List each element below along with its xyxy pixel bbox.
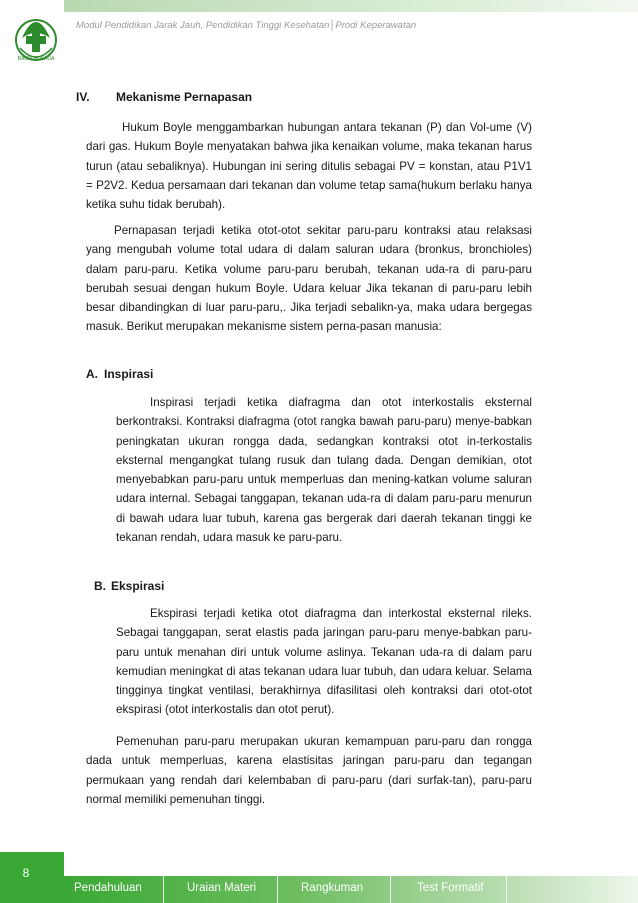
running-header: Modul Pendidikan Jarak Jauh, Pendidikan Tinggi Kesehatan│Prodi Keperawatan [76,20,417,31]
footer-divider [506,876,507,903]
subsection-b-label: B. [94,579,106,593]
paragraph-respiration: Pernapasan terjadi ketika otot-otot sekitar paru-paru kontraksi atau relaksasi yang mengubah volume total udara di dalam saluran udara (bronkus, bronchioles) dalam paru-paru. Ketika volume paru-paru berubah, tekanan uda-ra di paru-paru berubah sesuai dengan hukum Boyle. Udara keluar Jika tekanan di paru-paru lebih besar dibandingkan di luar paru-paru,. Jika terjadi sebalikn-ya, maka udara bergegas masuk. Berikut merupakan mekanisme sistem perna-pasan manusia: [86,224,532,334]
tab-uraian-materi[interactable]: Uraian Materi [187,882,257,894]
footer-divider [390,876,391,903]
paragraph-ekspirasi: Ekspirasi terjadi ketika otot diafragma dan interkostal eksternal rileks. Sebagai tanggapan, serat elastis pada jaringan paru-paru menye-babkan paru-paru untuk menahan diri untuk volume aslinya. Tekanan uda-ra di dalam paru kemudian meningkat di atas tekanan udara luar tubuh, dan udara keluar. Selama tingginya tingkat ventilasi, berakhirnya difasilitasi oleh kontraksi dari otot-otot ekspirasi (otot interkostalis dan otot perut). [116,607,532,717]
subsection-a-label: A. [86,367,98,381]
paragraph-inspirasi: Inspirasi terjadi ketika diafragma dan otot interkostalis eksternal berkontraksi. Kontraksi diafragma (otot rangka bawah paru-paru) menye-babkan peningkatan ukuran rongga dada, sedangkan kontraksi otot in-terkostalis eksternal mengangkat tulang rusuk dan tulang dada. Dengan demikian, otot menyebabkan paru-paru untuk memperluas dan mening-katkan volume saluran udara internal. Sebagai tanggapan, tekanan uda-ra di dalam paru-paru menurun di bawah udara luar tubuh, karena gas bergerak dari daerah tekanan tinggi ke tekanan rendah, udara masuk ke paru-paru. [116,396,532,545]
subsection-b-title: Ekspirasi [111,579,165,593]
footer-divider [163,876,164,903]
footer-nav [64,876,638,903]
page-number: 8 [22,866,30,880]
tab-rangkuman[interactable]: Rangkuman [301,882,364,894]
bakti-husada-logo [12,8,60,80]
svg-text:BAKTI HUSADA: BAKTI HUSADA [17,56,55,62]
section-number: IV. [76,90,90,104]
paragraph-boyle: Hukum Boyle menggambarkan hubungan antara tekanan (P) dan Vol-ume (V) dari gas. Hukum Boyle menyatakan bahwa jika kenaikan volume, maka tekanan harus turun (atau sebaliknya). Hubungan ini sering ditulis sebagai PV = konstan, atau P1V1 = P2V2. Kedua persamaan dari tekanan dan volume tetap sama(hukum berlaku hanya ketika suhu tidak berubah). [86,121,532,212]
section-title: Mekanisme Pernapasan [116,90,253,104]
tab-pendahuluan[interactable]: Pendahuluan [74,882,142,894]
paragraph-closing: Pemenuhan paru-paru merupakan ukuran kemampuan paru-paru dan rongga dada untuk memperluas, karena elastisitas jaringan paru-paru dan tegangan permukaan yang rendah dari kelembaban di paru-paru (dari surfak-tan), paru-paru normal memiliki pemenuhan tinggi. [86,735,532,806]
footer-divider [277,876,278,903]
tab-test-formatif[interactable]: Test Formatif [417,882,484,894]
header-bar [64,0,638,12]
subsection-a-title: Inspirasi [104,367,154,381]
